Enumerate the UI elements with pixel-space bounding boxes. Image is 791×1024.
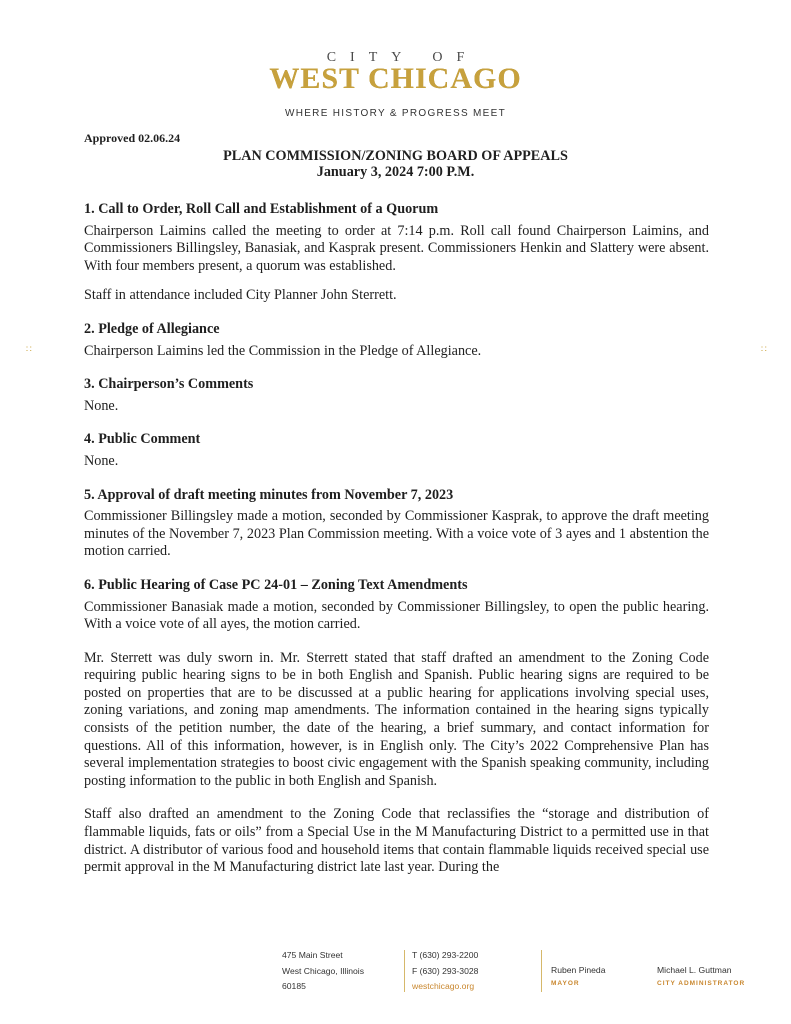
section-text-public-hearing-flammable: Staff also drafted an amendment to the Zoning Code that reclassifies the “storage and distribution of flammable liquids, fats or oils” from a Special Use in the M Manufacturing District to a permitted use in that district. A distributor of various food and household items that contain flammable liquids received special use permit approval in the M Manufacturing district late last year. During the bbox=[84, 806, 709, 876]
document-title: PLAN COMMISSION/ZONING BOARD OF APPEALS bbox=[223, 148, 568, 164]
footer-address bbox=[282, 948, 364, 995]
footer-address-line2: West Chicago, Illinois bbox=[282, 965, 364, 976]
footer-mayor bbox=[551, 963, 605, 989]
footer-admin-name: Michael L. Guttman bbox=[657, 965, 732, 975]
meeting-date: January 3, 2024 7:00 P.M. bbox=[316, 164, 475, 180]
section-text-minutes-approval: Commissioner Billingsley made a motion, seconded by Commissioner Kasprak, to approve the draft meeting minutes of the November 7, 2023 Plan Commission meeting. With a voice vote of 3 ayes and 1 abstention the motion carried. bbox=[84, 508, 709, 560]
footer-contact bbox=[412, 948, 478, 995]
logo-tagline: WHERE HISTORY & PROGRESS MEET bbox=[284, 108, 507, 119]
footer-mayor-name: Ruben Pineda bbox=[551, 965, 606, 975]
footer-address-line3: 60185 bbox=[282, 981, 306, 991]
section-title-pledge: 2. Pledge of Allegiance bbox=[84, 320, 220, 337]
margin-mark-right: ∷ bbox=[761, 344, 767, 354]
footer-address-line1: 475 Main Street bbox=[282, 950, 343, 960]
minutes-body bbox=[84, 201, 709, 877]
footer-fax: F (630) 293-3028 bbox=[412, 965, 479, 976]
margin-mark-left: ∷ bbox=[26, 344, 32, 354]
section-text-chair-comments: None. bbox=[84, 397, 119, 414]
footer-website-link[interactable]: westchicago.org bbox=[412, 981, 475, 991]
approved-date: Approved 02.06.24 bbox=[84, 131, 181, 145]
section-text-pledge: Chairperson Laimins led the Commission in the Pledge of Allegiance. bbox=[84, 342, 482, 359]
footer-mayor-title: MAYOR bbox=[551, 979, 580, 987]
section-text-call-to-order: Chairperson Laimins called the meeting to order at 7:14 p.m. Roll call found Chairperson Laimins, and Commissioners Billingsley, Banasiak, and Kasprak present. Commissioners Henkin and Slattery were absent. With four members present, a quorum was established. bbox=[84, 222, 709, 274]
section-title-minutes-approval: 5. Approval of draft meeting minutes from November 7, 2023 bbox=[84, 486, 454, 503]
section-title-public-comment: 4. Public Comment bbox=[84, 431, 201, 448]
section-text-public-hearing-motion: Commissioner Banasiak made a motion, seconded by Commissioner Billingsley, to open the public hearing. With a voice vote of all ayes, the motion carried. bbox=[84, 598, 709, 633]
section-text-public-comment: None. bbox=[84, 452, 119, 469]
section-title-public-hearing: 6. Public Hearing of Case PC 24-01 – Zoning Text Amendments bbox=[84, 576, 468, 593]
section-title-chair-comments: 3. Chairperson’s Comments bbox=[84, 376, 254, 393]
logo-city-name: WEST CHICAGO bbox=[269, 62, 522, 95]
logo-city-of: CITY OF bbox=[326, 50, 479, 65]
section-title-call-to-order: 1. Call to Order, Roll Call and Establishment of a Quorum bbox=[84, 201, 439, 217]
footer-divider bbox=[541, 950, 542, 992]
footer-phone: T (630) 293-2200 bbox=[412, 950, 479, 960]
footer-administrator bbox=[657, 963, 745, 989]
section-text-staff: Staff in attendance included City Planner John Sterrett. bbox=[84, 287, 397, 304]
footer-divider bbox=[404, 950, 405, 992]
section-text-public-hearing-signs: Mr. Sterrett was duly sworn in. Mr. Sterrett stated that staff drafted an amendment to the Zoning Code requiring public hearing signs to be in both English and Spanish. Public hearing signs are required to be posted on properties that are to be discussed at a public hearing for applications involving special uses, zoning variations, and zoning map amendments. The information contained in the hearing signs typically consists of the petition number, the date of the hearing, a brief summary, and contact information for questions. All of this information, however, is in English only. The City’s 2022 Comprehensive Plan has several implementation strategies to boost civic engagement with the Spanish speaking community, including posting information to the public in both English and Spanish. bbox=[84, 649, 709, 789]
footer-admin-title: CITY ADMINISTRATOR bbox=[657, 979, 746, 987]
